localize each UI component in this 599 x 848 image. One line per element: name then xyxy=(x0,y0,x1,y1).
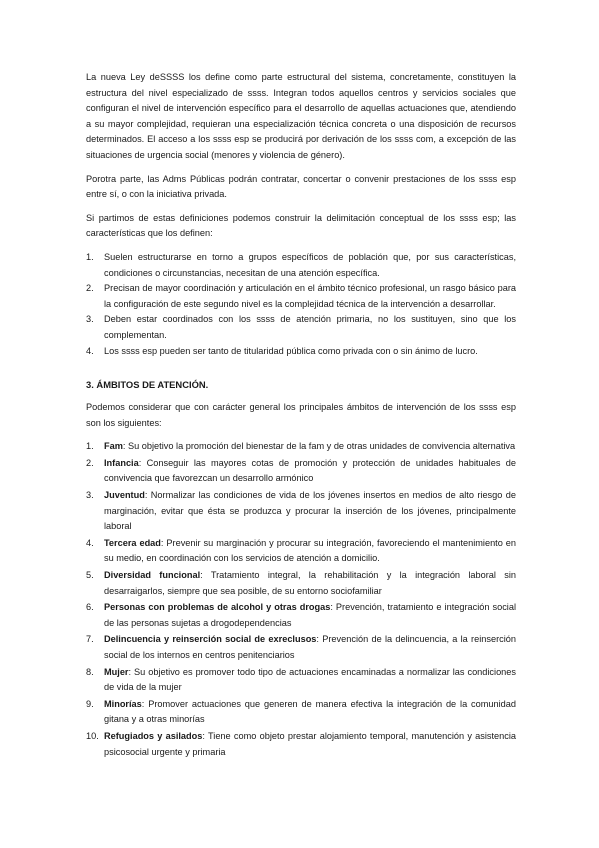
list-number: 6. xyxy=(86,602,94,613)
ambito-description: : Prevenir su marginación y procurar su integración, favoreciendo el mantenimiento en su medio, en coordinación con los servicios de atención a domicilio. xyxy=(104,537,516,564)
list-number: 3. xyxy=(86,314,94,325)
ambito-term: Mujer xyxy=(104,666,129,677)
ambito-term: Minorías xyxy=(104,698,142,709)
document-page xyxy=(86,70,516,768)
section-intro: Podemos considerar que con carácter general los principales ámbitos de intervención de los ssss esp son los siguientes: xyxy=(86,402,516,428)
list-item xyxy=(86,488,516,535)
intro-paragraph-3: Si partimos de estas definiciones podemos construir la delimitación conceptual de los ssss esp; las características que los definen: xyxy=(86,212,516,239)
list-number: 4. xyxy=(86,537,94,548)
list-number: 2. xyxy=(86,457,94,468)
ambito-term: Infancia xyxy=(104,457,139,468)
list-item xyxy=(86,632,516,663)
ambito-term: Diversidad funcional xyxy=(104,570,201,581)
list-item xyxy=(86,344,516,360)
list-item-text: Suelen estructurarse en torno a grupos específicos de población que, por sus características, condiciones o circunstancias, necesitan de una atención específica. xyxy=(104,251,516,278)
section-heading: 3. ÁMBITOS DE ATENCIÓN. xyxy=(86,379,209,391)
ambitos-list xyxy=(86,439,516,760)
ambito-term: Personas con problemas de alcohol y otras drogas xyxy=(104,602,331,613)
list-item xyxy=(86,697,516,728)
list-number: 4. xyxy=(86,345,94,356)
list-number: 1. xyxy=(86,251,94,262)
list-item xyxy=(86,312,516,343)
ambito-description: : Prevención, tratamiento e integración social de las personas sujetas a drogodependencias xyxy=(104,602,517,628)
list-item xyxy=(86,536,516,567)
list-number: 8. xyxy=(86,666,94,677)
ambito-term: Tercera edad xyxy=(104,537,161,548)
list-number: 1. xyxy=(86,441,94,452)
ambito-description: : Conseguir las mayores cotas de promoción y protección de unidades habituales de convivencia que favorezcan un desarrollo armónico xyxy=(104,457,516,484)
ambito-description: : Prevención de la delincuencia, a la reinserción social de los internos en centros penitenciarios xyxy=(104,634,516,660)
ambito-term: Fam xyxy=(104,441,123,452)
list-item xyxy=(86,281,516,312)
list-item xyxy=(86,665,516,696)
ambito-description: : Tiene como objeto prestar alojamiento temporal, manutención y asistencia psicosocial urgente y primaria xyxy=(104,730,517,757)
list-item xyxy=(86,568,516,599)
ambito-term: Delincuencia y reinserción social de exreclusos xyxy=(104,634,317,645)
ambito-description: : Promover actuaciones que generen de manera efectiva la integración de la comunidad gitana y a otras minorías xyxy=(104,698,516,725)
list-item xyxy=(86,439,516,455)
list-number: 5. xyxy=(86,570,94,581)
list-item-text: Precisan de mayor coordinación y articulación en el ámbito técnico profesional, un rasgo básico para la configuración de este segundo nivel es la complejidad técnica de la intervención a desarrollar. xyxy=(104,283,516,309)
list-item-text: Deben estar coordinados con los ssss de atención primaria, no los sustituyen, sino que los complementan. xyxy=(104,314,516,340)
list-item xyxy=(86,456,516,487)
list-number: 10. xyxy=(86,730,99,741)
intro-paragraph-2: Porotra parte, las Adms Públicas podrán contratar, concertar o convenir prestaciones de los ssss esp entre sí, o con la iniciativa privada. xyxy=(86,173,516,200)
ambito-term: Juventud xyxy=(104,490,145,501)
list-item xyxy=(86,600,516,631)
list-item xyxy=(86,729,516,760)
ambito-term: Refugiados y asilados xyxy=(104,730,203,741)
intro-paragraph-1: La nueva Ley deSSSS los define como parte estructural del sistema, concretamente, constituyen la estructura del nivel especializado de ssss. Integran todos aquellos centros y servicios sociales que configuran el nivel de intervención específico para el desarrollo de aquellas actuaciones que, atendiendo a su mayor complejidad, requieran una especialización técnica concreta o una disposición de recursos determinados. El acceso a los ssss esp se producirá por derivación de los ssss com, a excepción de las situaciones de urgencia social (menores y violencia de género). xyxy=(86,72,516,160)
list-item-text: Los ssss esp pueden ser tanto de titularidad pública como privada con o sin ánimo de lucro. xyxy=(104,345,478,356)
list-number: 3. xyxy=(86,490,94,501)
ambito-description: : Tratamiento integral, la rehabilitación y la integración laboral sin desarraigarlos, siempre que sea posible, de su entorno sociofamiliar xyxy=(104,570,516,596)
ambito-description: : Su objetivo es promover todo tipo de actuaciones encaminadas a normalizar las condiciones de vida de la mujer xyxy=(104,666,516,693)
characteristics-list xyxy=(86,250,516,359)
list-item xyxy=(86,250,516,281)
list-number: 2. xyxy=(86,283,94,294)
list-number: 9. xyxy=(86,698,94,709)
ambito-description: : Normalizar las condiciones de vida de los jóvenes insertos en medios de alto riesgo de marginación, evitar que ésta se produzca y procurar la inserción de los jóvenes, principalmente laboral xyxy=(104,490,516,532)
ambito-description: : Su objetivo la promoción del bienestar de la fam y de otras unidades de convivencia alternativa xyxy=(122,441,516,452)
list-number: 7. xyxy=(86,634,94,645)
